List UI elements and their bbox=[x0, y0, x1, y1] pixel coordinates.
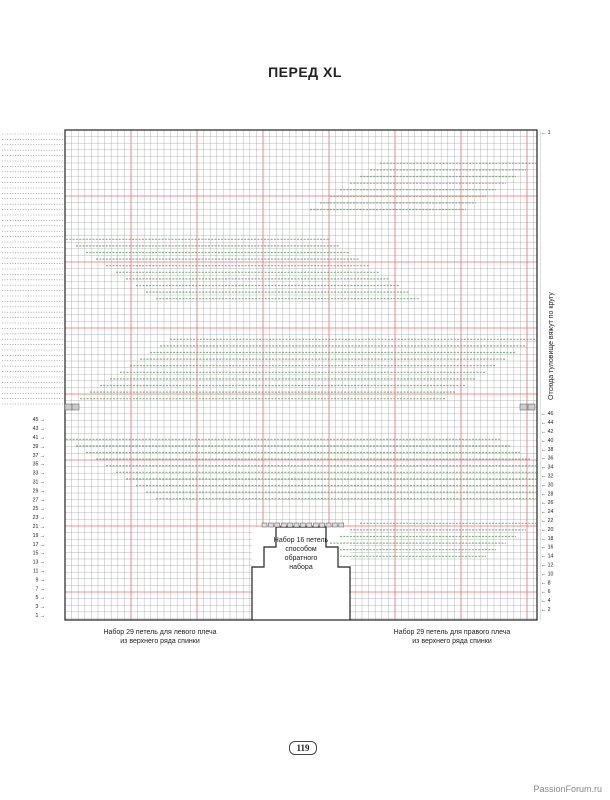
marker-box bbox=[65, 404, 72, 410]
row-label-left: 29 → bbox=[32, 488, 45, 495]
row-label-left: 3 → bbox=[35, 604, 45, 611]
row-label-right: ← 46 bbox=[541, 411, 554, 418]
cast-on-marker bbox=[275, 523, 280, 527]
cast-on-marker bbox=[339, 523, 344, 527]
row-label-right: ← 24 bbox=[541, 509, 554, 516]
row-label-left: 25 → bbox=[32, 506, 45, 513]
cast-on-marker bbox=[332, 523, 337, 527]
dotted-lead-lines bbox=[2, 134, 63, 404]
side-note: Отсюда туловище вяжут по кругу bbox=[548, 292, 555, 400]
row-label-right: ← 6 bbox=[541, 589, 551, 596]
row-label-left: 19 → bbox=[32, 532, 45, 539]
marker-box bbox=[520, 404, 527, 410]
row-label-right: ← 16 bbox=[541, 544, 554, 551]
row-label-right: ← 20 bbox=[541, 526, 554, 533]
row-label-left: 1 → bbox=[35, 613, 45, 619]
row-label-left: 5 → bbox=[35, 595, 45, 602]
row-label-left: 31 → bbox=[32, 479, 45, 486]
right-shoulder-note: Набор 29 петель для правого плеча из верхнего ряда спинки bbox=[393, 629, 511, 645]
row-label-left: 21 → bbox=[32, 524, 45, 530]
row-label-left: 45 → bbox=[32, 417, 45, 424]
row-label-left: 17 → bbox=[32, 541, 45, 548]
left-shoulder-note: Набор 29 петель для левого плеча из верхнего ряда спинки bbox=[103, 629, 217, 645]
cast-on-marker bbox=[262, 523, 267, 527]
row-label-right: ← 12 bbox=[541, 562, 554, 569]
row-label-right: ← 4 bbox=[541, 598, 551, 605]
row-label-left: 15 → bbox=[32, 550, 45, 557]
row-label-right: ← 28 bbox=[541, 491, 554, 498]
row-label-left: 11 → bbox=[32, 568, 45, 575]
row-label-left: 13 → bbox=[32, 559, 45, 566]
row-label-right: ← 30 bbox=[541, 482, 554, 489]
row-label-right: ← 36 bbox=[541, 455, 554, 462]
row-label-right: ← 14 bbox=[541, 553, 554, 560]
cast-on-marker bbox=[320, 523, 325, 527]
page-number: 119 bbox=[289, 741, 317, 755]
row-label-right: ← 32 bbox=[541, 473, 554, 480]
cast-on-marker bbox=[281, 523, 286, 527]
cast-on-marker bbox=[294, 523, 299, 527]
row-label-right: ← 38 bbox=[541, 446, 554, 453]
row-label-right: ← 44 bbox=[541, 420, 554, 427]
page-title: ПЕРЕД XL bbox=[268, 64, 342, 80]
cast-on-marker bbox=[307, 523, 312, 527]
row-label-right: ← 34 bbox=[541, 464, 554, 471]
cast-on-marker bbox=[300, 523, 305, 527]
row-label-left: 9 → bbox=[35, 577, 45, 584]
row-label-left: 43 → bbox=[32, 426, 45, 433]
cast-on-marker bbox=[313, 523, 318, 527]
row-label-top: ← 1 bbox=[541, 130, 551, 136]
row-label-right: ← 10 bbox=[541, 571, 554, 578]
row-label-left: 39 → bbox=[32, 443, 45, 450]
cast-on-marker bbox=[288, 523, 293, 527]
row-label-right: ← 18 bbox=[541, 535, 554, 542]
row-label-right: ← 22 bbox=[541, 518, 554, 524]
row-label-right: ← 8 bbox=[541, 580, 551, 587]
row-label-left: 35 → bbox=[32, 461, 45, 468]
cast-on-marker bbox=[326, 523, 331, 527]
row-label-left: 37 → bbox=[32, 452, 45, 459]
row-label-left: 23 → bbox=[32, 515, 45, 522]
cast-on-marker bbox=[268, 523, 273, 527]
row-label-left: 41 → bbox=[32, 435, 45, 441]
row-label-right: ← 40 bbox=[541, 437, 554, 444]
marker-box bbox=[72, 404, 79, 410]
row-label-right: ← 26 bbox=[541, 500, 554, 507]
row-label-right: ← 2 bbox=[541, 607, 551, 613]
row-label-left: 33 → bbox=[32, 470, 45, 477]
neck-cast-on-note: Набор 16 петель способом обратного набора bbox=[273, 537, 329, 571]
row-label-left: 7 → bbox=[35, 586, 45, 593]
watermark: PassionForum.ru bbox=[533, 784, 602, 794]
row-label-right: ← 42 bbox=[541, 429, 554, 435]
row-label-left: 27 → bbox=[32, 497, 45, 504]
marker-box bbox=[528, 404, 535, 410]
